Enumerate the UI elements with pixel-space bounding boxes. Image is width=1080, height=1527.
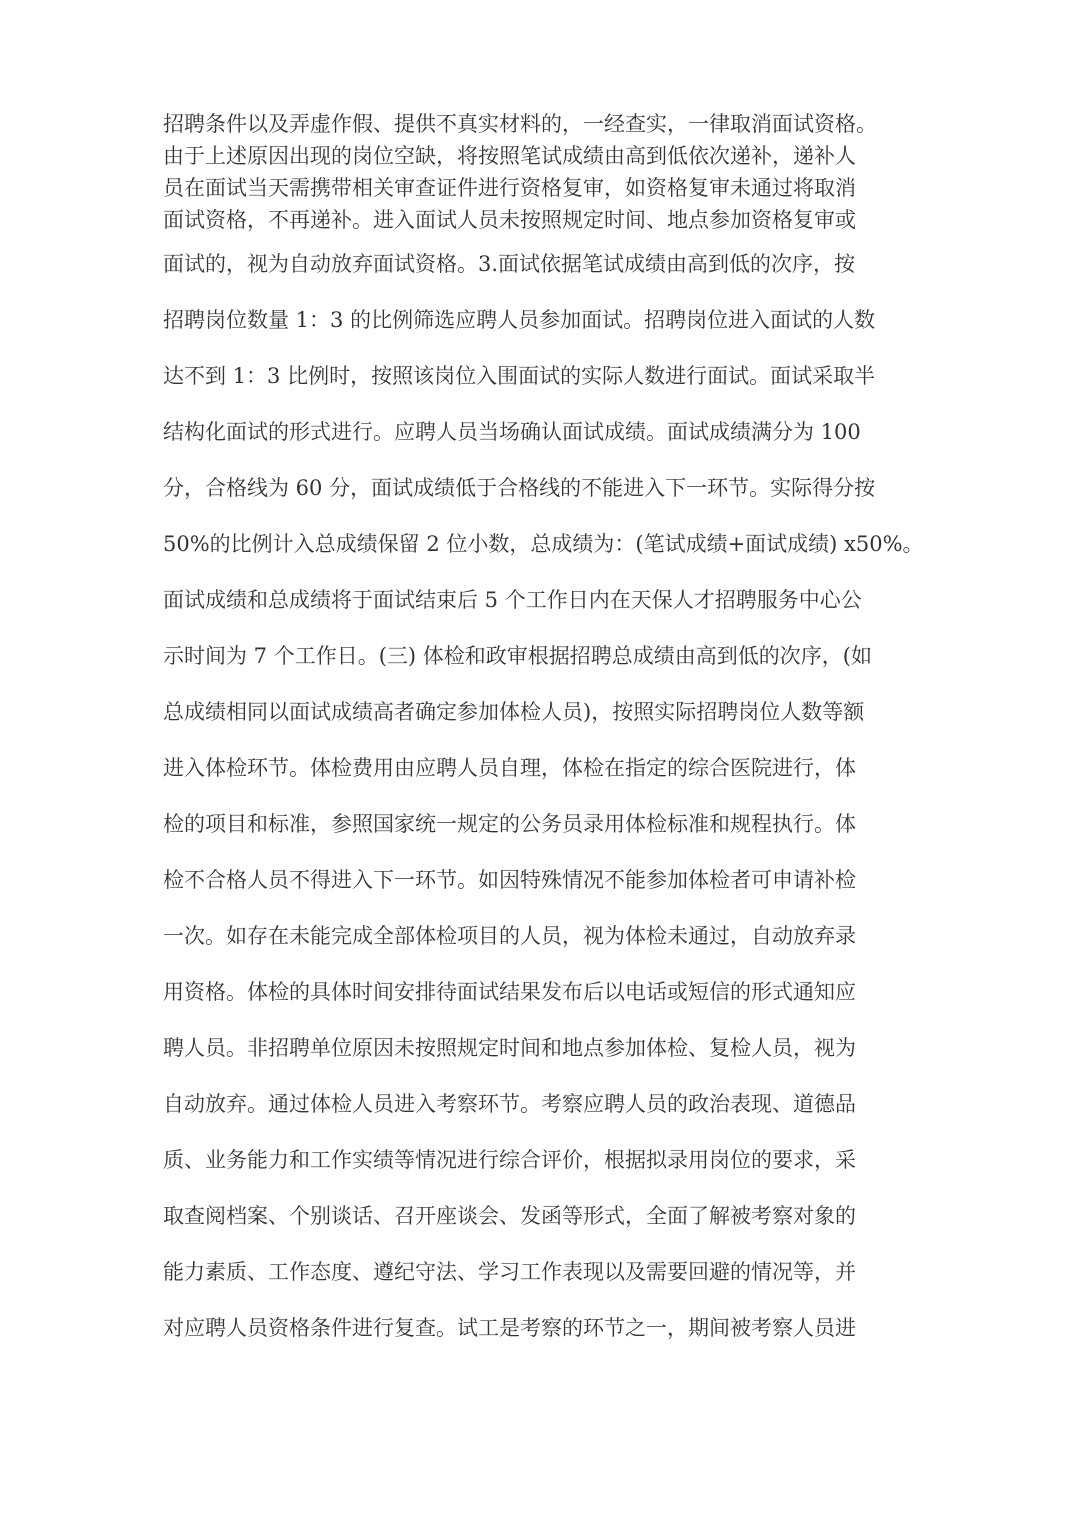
paragraph-block-tight (163, 108, 923, 236)
text-line: 检不合格人员不得进入下一环节。如因特殊情况不能参加体检者可申请补检 (163, 868, 856, 892)
document-body (163, 108, 923, 1356)
text-line: 进入体检环节。体检费用由应聘人员自理，体检在指定的综合医院进行，体 (163, 756, 856, 780)
text-line: 结构化面试的形式进行。应聘人员当场确认面试成绩。面试成绩满分为 100 (163, 420, 861, 444)
text-line: 自动放弃。通过体检人员进入考察环节。考察应聘人员的政治表现、道德品 (163, 1092, 856, 1116)
text-line: 面试资格，不再递补。进入面试人员未按照规定时间、地点参加资格复审或 (163, 208, 856, 232)
text-line: 聘人员。非招聘单位原因未按照规定时间和地点参加体检、复检人员，视为 (163, 1036, 856, 1060)
text-line: 示时间为 7 个工作日。(三) 体检和政审根据招聘总成绩由高到低的次序，(如 (163, 644, 872, 668)
text-line: 能力素质、工作态度、遵纪守法、学习工作表现以及需要回避的情况等，并 (163, 1260, 856, 1284)
text-line: 员在面试当天需携带相关审查证件进行资格复审，如资格复审未通过将取消 (163, 176, 856, 200)
text-line: 取查阅档案、个别谈话、召开座谈会、发函等形式，全面了解被考察对象的 (163, 1204, 856, 1228)
text-line: 招聘条件以及弄虚作假、提供不真实材料的，一经查实，一律取消面试资格。 (163, 112, 877, 136)
text-line: 由于上述原因出现的岗位空缺，将按照笔试成绩由高到低依次递补，递补人 (163, 144, 856, 168)
text-line: 面试成绩和总成绩将于面试结束后 5 个工作日内在天保人才招聘服务中心公 (163, 588, 862, 612)
text-line: 50%的比例计入总成绩保留 2 位小数，总成绩为：(笔试成绩+面试成绩) x50%。 (163, 532, 924, 556)
text-line: 对应聘人员资格条件进行复查。试工是考察的环节之一，期间被考察人员进 (163, 1316, 856, 1340)
text-line: 总成绩相同以面试成绩高者确定参加体检人员)，按照实际招聘岗位人数等额 (163, 700, 865, 724)
text-line: 分，合格线为 60 分，面试成绩低于合格线的不能进入下一环节。实际得分按 (163, 476, 876, 500)
paragraph-block-loose (163, 236, 923, 1356)
text-line: 质、业务能力和工作实绩等情况进行综合评价，根据拟录用岗位的要求，采 (163, 1148, 856, 1172)
text-line: 一次。如存在未能完成全部体检项目的人员，视为体检未通过，自动放弃录 (163, 924, 856, 948)
text-line: 达不到 1：3 比例时，按照该岗位入围面试的实际人数进行面试。面试采取半 (163, 364, 876, 388)
text-line: 检的项目和标准，参照国家统一规定的公务员录用体检标准和规程执行。体 (163, 812, 856, 836)
text-line: 面试的，视为自动放弃面试资格。3.面试依据笔试成绩由高到低的次序，按 (163, 252, 856, 276)
text-line: 用资格。体检的具体时间安排待面试结果发布后以电话或短信的形式通知应 (163, 980, 856, 1004)
text-line: 招聘岗位数量 1：3 的比例筛选应聘人员参加面试。招聘岗位进入面试的人数 (163, 308, 876, 332)
